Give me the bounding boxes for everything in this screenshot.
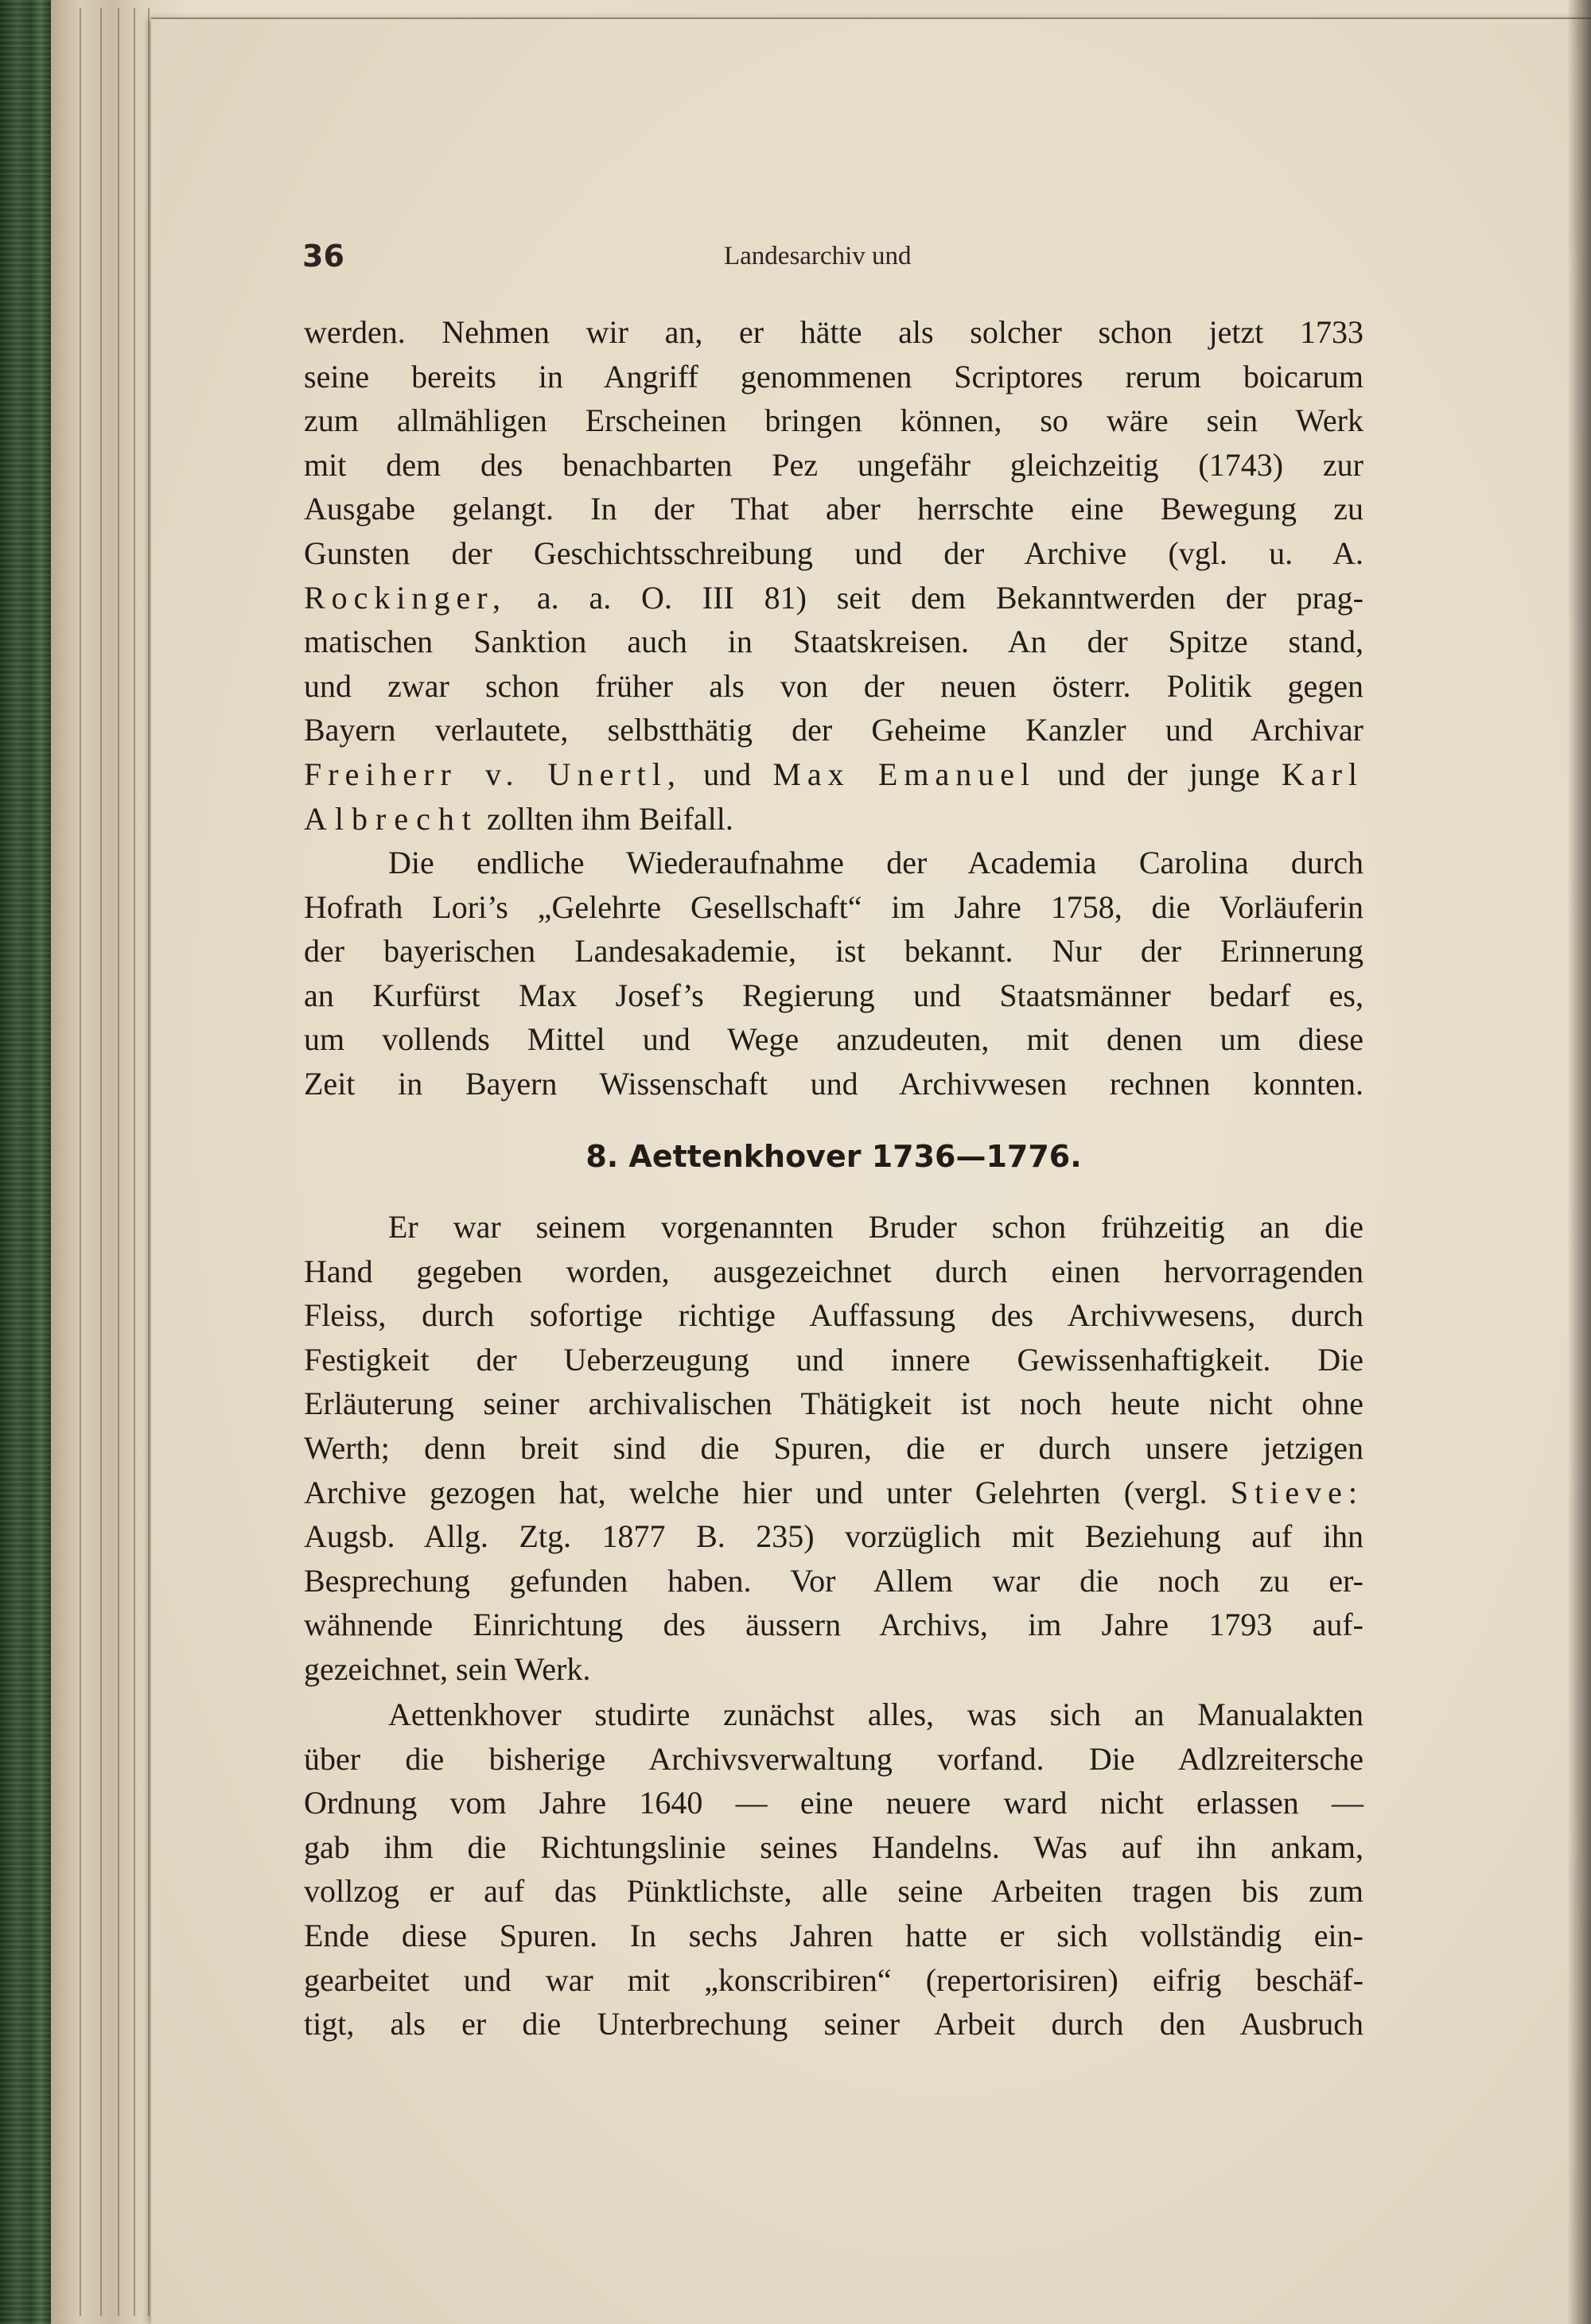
text-line: vollzog er auf das Pünktlichste, alle seine Arbeiten tragen bis zum (304, 1873, 1363, 1910)
paragraph-3 (304, 1205, 1363, 1692)
person-name: Stieve: (1230, 1474, 1363, 1510)
text-line: werden. Nehmen wir an, er hätte als solcher schon jetzt 1733 (304, 314, 1363, 350)
text-line: Erläuterung seiner archivalischen Thätigkeit ist noch heute nicht ohne (304, 1385, 1363, 1422)
paragraph-1 (304, 310, 1363, 841)
text-line: an Kurfürst Max Josef’s Regierung und Staatsmänner bedarf es, (304, 977, 1363, 1013)
text-line (304, 797, 1363, 841)
text-line: Aettenkhover studirte zunächst alles, was sich an Manualakten (388, 1696, 1363, 1732)
text-line: Ausgabe gelangt. In der That aber herrschte eine Bewegung zu (304, 491, 1363, 527)
paragraph-4 (304, 1692, 1363, 2046)
text-line: Ordnung vom Jahre 1640 — eine neuere ward nicht erlassen — (304, 1785, 1363, 1821)
text-line: Werth; denn breit sind die Spuren, die er durch unsere jetzigen (304, 1429, 1363, 1466)
text-run: zollten ihm Beifall. (478, 800, 733, 837)
text-line: Besprechung gefunden haben. Vor Allem war die noch zu er- (304, 1562, 1363, 1599)
person-name: Max Emanuel (772, 756, 1037, 792)
text-line: gezeichnet, sein Werk. (304, 1650, 591, 1687)
person-name: Rockinger, (304, 579, 508, 616)
page-edge (118, 8, 119, 2316)
text-line: Ende diese Spuren. In sechs Jahren hatte er sich vollständig ein- (304, 1917, 1363, 1953)
text-line: Festigkeit der Ueberzeugung und innere Gewissenhaftigkeit. Die (304, 1341, 1363, 1378)
text-line: wähnende Einrichtung des äussern Archivs, im Jahre 1793 auf- (304, 1607, 1363, 1643)
text-line: Die endliche Wiederaufnahme der Academia Carolina durch (388, 845, 1363, 880)
text-run: a. a. O. III 81) seit dem Bekanntwerden der prag- (507, 579, 1363, 616)
text-run: und (681, 756, 773, 792)
text-line: Gunsten der Geschichtsschreibung und der Archive (vgl. u. A. (304, 534, 1363, 571)
text-line: seine bereits in Angriff genommenen Scriptores rerum boicarum (304, 358, 1363, 394)
person-name: Freiherr v. Unertl, (304, 756, 682, 792)
text-line: Fleiss, durch sofortige richtige Auffassung des Archivwesens, durch (304, 1297, 1363, 1334)
person-name: Karl (1281, 756, 1363, 792)
page-gutter-shadow (1567, 0, 1591, 2324)
text-line: Hand gegeben worden, ausgezeichnet durch einen hervorragenden (304, 1253, 1363, 1289)
text-line: Er war seinem vorgenannten Bruder schon frühzeitig an die (388, 1209, 1363, 1245)
person-name: Albrecht (304, 800, 479, 837)
text-line: der bayerischen Landesakademie, ist bekannt. Nur der Erinnerung (304, 933, 1363, 970)
text-line: zum allmähligen Erscheinen bringen können, so wäre sein Werk (304, 402, 1363, 439)
text-run: und der junge (1036, 756, 1282, 792)
text-line: matischen Sanktion auch in Staatskreisen. An der Spitze stand, (304, 624, 1363, 660)
text-line (304, 1471, 1363, 1515)
page-edge (80, 8, 81, 2316)
running-head: Landesarchiv und (724, 242, 912, 270)
text-line: gab ihm die Richtungslinie seines Handelns. Was auf ihn ankam, (304, 1828, 1363, 1865)
text-line: Bayern verlautete, selbstthätig der Geheime Kanzler und Archivar (304, 712, 1363, 748)
text-line (304, 576, 1363, 620)
book-binding (0, 0, 51, 2324)
text-line (304, 752, 1363, 797)
text-line: mit dem des benachbarten Pez ungefähr gleichzeitig (1743) zur (304, 446, 1363, 483)
text-run: Archive gezogen hat, welche hier und unter Gelehrten (vergl. (304, 1474, 1231, 1510)
section-heading: 8. Aettenkhover 1736—1776. (585, 1139, 1082, 1174)
text-line: um vollends Mittel und Wege anzudeuten, mit denen um diese (304, 1021, 1363, 1058)
text-line: Hofrath Lori’s „Gelehrte Gesellschaft“ im Jahre 1758, die Vorläuferin (304, 888, 1363, 925)
text-line: und zwar schon früher als von der neuen österr. Politik gegen (304, 667, 1363, 704)
text-line: über die bisherige Archivsverwaltung vorfand. Die Adlzreitersche (304, 1740, 1363, 1777)
text-line: tigt, als er die Unterbrechung seiner Arbeit durch den Ausbruch (304, 2006, 1363, 2042)
page-edge (148, 8, 150, 2316)
page-number: 36 (302, 239, 344, 274)
text-line: gearbeitet und war mit „konscribiren“ (repertorisiren) eifrig beschäf- (304, 1961, 1363, 1998)
page-edge (100, 8, 102, 2316)
text-line: Augsb. Allg. Ztg. 1877 B. 235) vorzüglich mit Beziehung auf ihn (304, 1518, 1363, 1555)
page-header (302, 239, 1368, 278)
page-edge (134, 8, 135, 2316)
text-line: Zeit in Bayern Wissenschaft und Archivwesen rechnen konnten. (304, 1065, 1363, 1102)
paragraph-2 (304, 841, 1363, 1106)
